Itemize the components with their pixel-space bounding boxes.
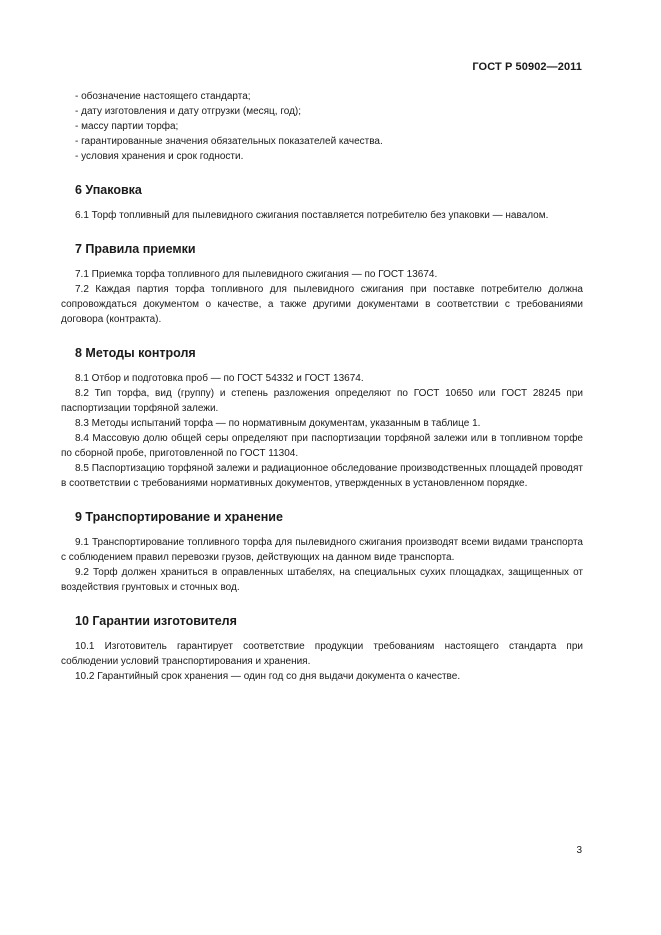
paragraph: 7.2 Каждая партия торфа топливного для пылевидного сжигания при поставке потребителю должна сопровождаться документом о качестве, а также другими документами в соответствии с требованиями договора (контракта).: [61, 284, 583, 325]
section-10: [61, 613, 583, 684]
page-content: [61, 89, 583, 684]
paragraph: 8.4 Массовую долю общей серы определяют при паспортизации торфяной залежи или в топливном торфе по сборной пробе, приготовленной по ГОСТ 11304.: [61, 433, 583, 459]
section-title: 9 Транспортирование и хранение: [75, 510, 283, 524]
paragraph: 7.1 Приемка торфа топливного для пылевидного сжигания — по ГОСТ 13674.: [75, 269, 438, 280]
paragraph: 9.1 Транспортирование топливного торфа для пылевидного сжигания производят всеми видами транспорта с соблюдением правил перевозки грузов, действующих на данном виде транспорта.: [61, 537, 583, 563]
paragraph: 8.1 Отбор и подготовка проб — по ГОСТ 54332 и ГОСТ 13674.: [75, 373, 364, 384]
list-item: - условия хранения и срок годности.: [75, 151, 244, 162]
intro-list: [61, 89, 583, 164]
page-number: 3: [576, 845, 582, 856]
list-item: - обозначение настоящего стандарта;: [75, 91, 251, 102]
paragraph: 8.2 Тип торфа, вид (группу) и степень разложения определяют по ГОСТ 10650 или ГОСТ 28245 при паспортизации торфяной залежи.: [61, 388, 583, 414]
section-title: 8 Методы контроля: [75, 346, 196, 360]
list-item: - гарантированные значения обязательных показателей качества.: [75, 136, 383, 147]
paragraph: 8.5 Паспортизацию торфяной залежи и радиационное обследование производственных площадей проводят в соответствии с требованиями нормативных документов, утвержденных в установленном порядке.: [61, 463, 583, 489]
section-8: [61, 345, 583, 491]
paragraph: 9.2 Торф должен храниться в оправленных штабелях, на специальных сухих площадках, защищенных от воздействия грунтовых и сточных вод.: [61, 567, 583, 593]
list-item: - дату изготовления и дату отгрузки (месяц, год);: [75, 106, 302, 117]
paragraph: 10.1 Изготовитель гарантирует соответствие продукции требованиям настоящего стандарта при соблюдении условий транспортирования и хранения.: [61, 641, 583, 667]
paragraph: 8.3 Методы испытаний торфа — по нормативным документам, указанным в таблице 1.: [75, 418, 481, 429]
document-code: ГОСТ Р 50902—2011: [472, 61, 582, 73]
list-item: - массу партии торфа;: [75, 121, 179, 132]
paragraph: 6.1 Торф топливный для пылевидного сжигания поставляется потребителю без упаковки — навалом.: [75, 210, 549, 221]
section-6: [61, 182, 583, 223]
section-title: 7 Правила приемки: [75, 242, 196, 256]
section-7: [61, 241, 583, 327]
section-title: 6 Упаковка: [75, 183, 142, 197]
paragraph: 10.2 Гарантийный срок хранения — один год со дня выдачи документа о качестве.: [75, 671, 461, 682]
section-9: [61, 509, 583, 595]
section-title: 10 Гарантии изготовителя: [75, 614, 237, 628]
